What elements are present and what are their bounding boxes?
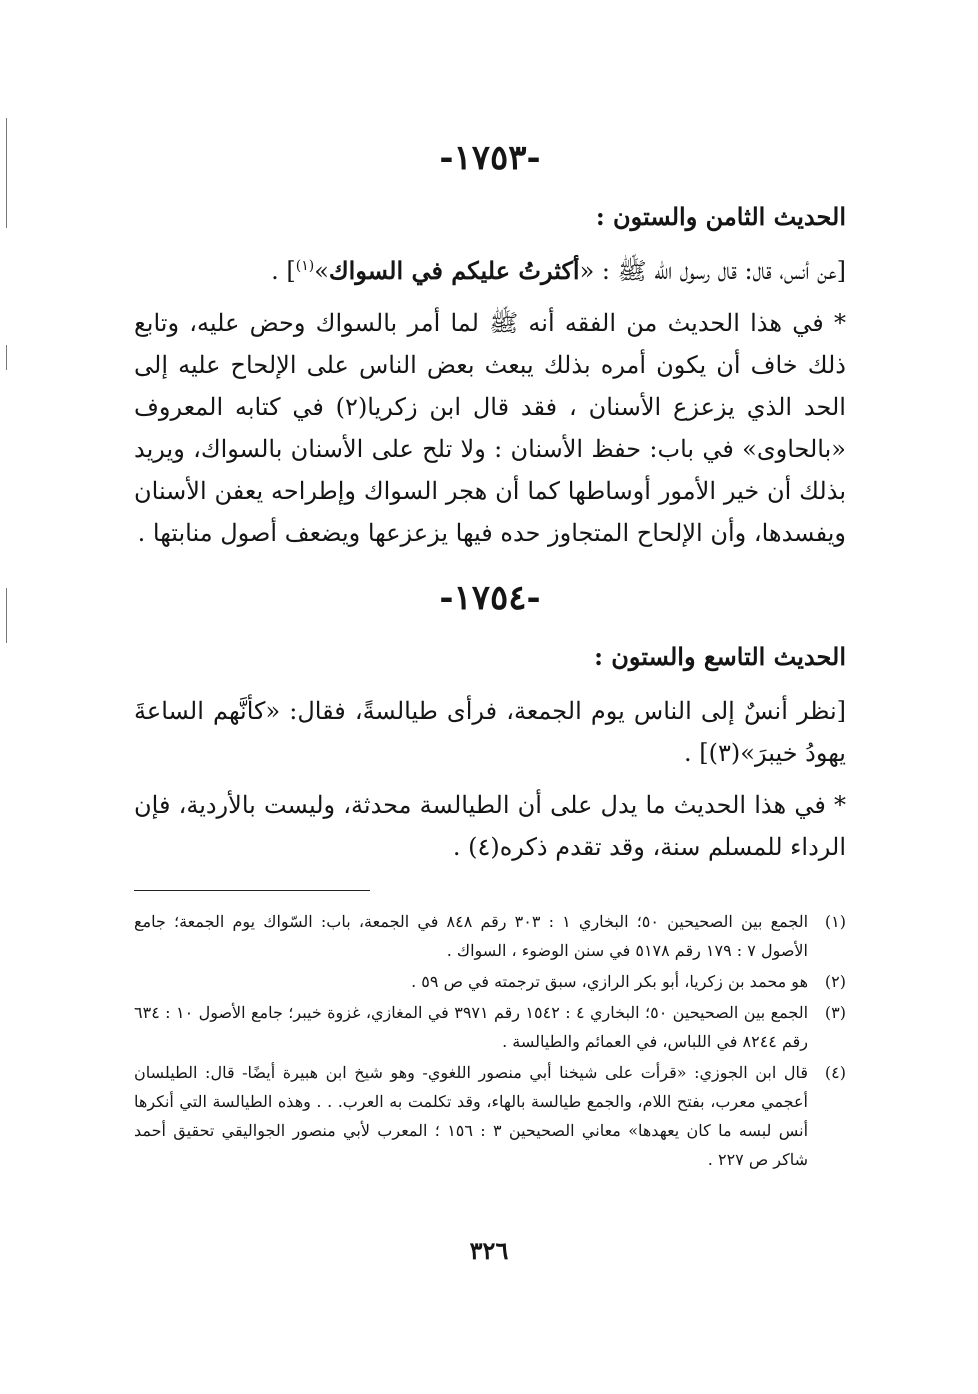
hadith-text-68-start: [عن أنس، قال: قال رسول الله ﷺ : «	[579, 257, 846, 285]
commentary-line: يزعزع الأسنان ، فقد قال ابن زكريا(٢) في كتابه المعروف «بالحاوى» في باب:	[134, 393, 846, 463]
hadith-line: [نظر أنسٌ إلى الناس يوم الجمعة، فرأى طيالسةً، فقال: «كأنَّهم الساعةَ	[134, 697, 846, 725]
commentary-line: خاف أن يكون أمره بذلك يبعث بعض الناس على الإلحاح عليه إلى الحد الذي	[134, 351, 846, 421]
hadith-number-1753: -١٧٥٣-	[439, 138, 541, 178]
footnote-line: جامع الأصول ١٠ : ٦٣٤ رقم ٨٢٤٤ في اللباس، في العمائم والطيالسة .	[134, 1003, 808, 1051]
footnote-line: الجمع بين الصحيحين ٥٠؛ البخاري ١ : ٣٠٣ رقم ٨٤٨ في الجمعة، باب: السّواك يوم	[232, 912, 809, 931]
footnote-line: قال ابن الجوزي: «قرأت على شيخنا أبي منصور اللغوي- وهو شيخ ابن هبيرة أيضًا- قال:	[205, 1063, 809, 1082]
commentary-line: الرداء للمسلم سنة، وقد تقدم ذكره(٤) .	[452, 833, 846, 861]
hadith-line: يهودُ خيبرَ»(٣)] .	[684, 739, 846, 767]
commentary-line: حفظ الأسنان : ولا تلح على الأسنان بالسواك، ويريد بذلك أن خير الأمور	[134, 435, 846, 505]
scan-edge-line-3	[6, 588, 7, 643]
hadith-number-1754: -١٧٥٤-	[439, 578, 541, 618]
commentary-line: المتجاوز حده فيها يزعزعها ويضعف أصول منابتها .	[137, 519, 630, 547]
scan-edge-line-2	[6, 345, 7, 370]
section-title-69: الحديث التاسع والستون :	[594, 642, 846, 671]
footnote-line: الطيلسان أعجمي معرب، بفتح اللام، والجمع طيالسة بالهاء، وقد تكلمت به العرب. . .	[134, 1063, 808, 1111]
footnote-marker: (٢)	[824, 972, 846, 991]
footnote-3	[134, 998, 846, 1056]
footnote-marker: (٤)	[824, 1063, 846, 1082]
scan-edge-line-1	[6, 118, 7, 228]
footnote-text	[134, 907, 808, 965]
footnote-4	[134, 1058, 846, 1174]
book-page	[134, 138, 846, 1268]
footnote-2	[134, 967, 846, 996]
footnote-line: هو محمد بن زكريا، أبو بكر الرازي، سبق ترجمته في ص ٥٩ .	[411, 972, 808, 991]
footnote-line: الجمعة؛ جامع الأصول ٧ : ١٧٩ رقم ٥١٧٨ في سنن الوضوء ، السواك .	[134, 912, 808, 960]
hadith-text-68-bold: أكثرتُ عليكم في السواك	[328, 256, 580, 285]
page-number: ٣٢٦	[469, 1236, 509, 1265]
footnote-ref-1: (١)	[295, 258, 315, 274]
footnote-marker: (٣)	[824, 1003, 846, 1022]
section-title-68: الحديث الثامن والستون :	[595, 202, 846, 231]
footnote-text	[134, 967, 808, 996]
footnote-line: الجمع بين الصحيحين ٥٠؛ البخاري ٤ : ١٥٤٢ رقم ٣٩٧١ في المغازي، غزوة خيبر؛	[288, 1003, 809, 1022]
footnotes	[134, 907, 846, 1174]
hadith-text-69	[134, 690, 846, 774]
footnote-divider	[134, 890, 370, 891]
footnote-line: وهذه الطيالسة التي أنكرها أنس لبسه ما كان يعهدها» معاني الصحيحين ٣ : ١٥٦ ؛ المعرب	[134, 1092, 809, 1140]
hadith-text-68-quote-end: »	[314, 257, 329, 285]
commentary-line: * في هذا الحديث من الفقه أنه ﷺ لما أمر بالسواك وحض عليه، وتابع ذلك	[134, 309, 846, 379]
footnote-1	[134, 907, 846, 965]
commentary-68	[134, 302, 846, 554]
commentary-line: * في هذا الحديث ما يدل على أن الطيالسة محدثة، وليست بالأردية، فإن	[134, 791, 846, 819]
commentary-69	[134, 784, 846, 868]
footnote-line: لأبي منصور الجواليقي تحقيق أحمد شاكر ص ٢٢٧ .	[134, 1121, 808, 1169]
footnote-marker: (١)	[824, 912, 846, 931]
hadith-text-68-close: ] .	[271, 257, 296, 285]
hadith-text-68	[134, 250, 846, 292]
footnote-text	[134, 998, 808, 1056]
footnote-text	[134, 1058, 808, 1174]
commentary-line: أوساطها كما أن هجر السواك وإطراحه يعفن الأسنان ويفسدها، وأن الإلحاح	[134, 477, 846, 547]
